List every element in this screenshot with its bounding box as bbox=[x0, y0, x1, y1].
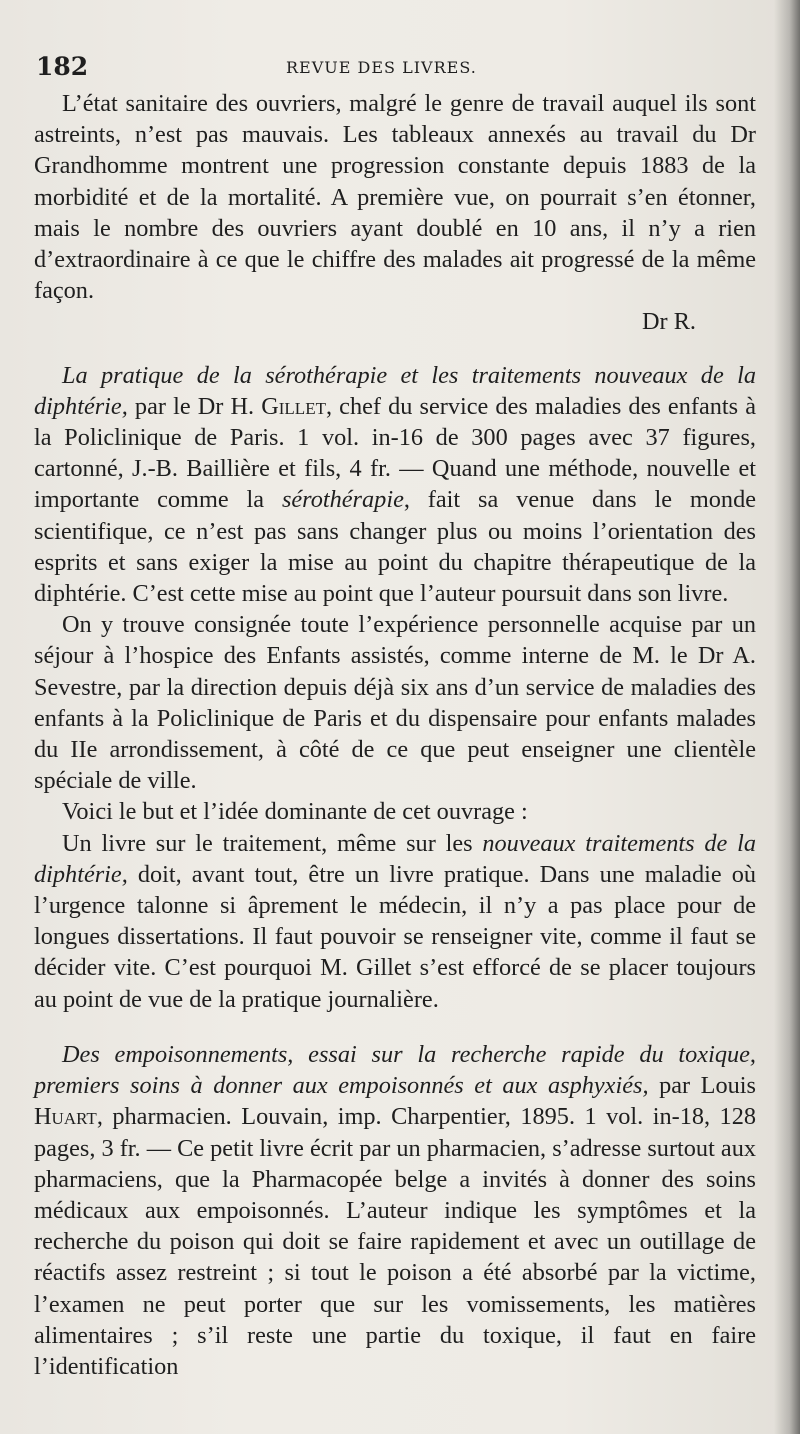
page-edge-shadow bbox=[774, 0, 800, 1434]
byline: par le Dr H. bbox=[127, 392, 262, 420]
review-text: , fait sa venue dans le monde scientifique, ce n’est pas sans changer plus ou moins l’orientation des esprits et sans exiger la mise au point du chapitre thérapeutique de la diphtérie. C’est cette mise au point que l’auteur poursuit dans son livre. bbox=[34, 486, 756, 608]
book-details: , chef du service des maladies des enfants à la Policlinique de Paris. 1 vol. in-16 de 300 pages avec 37 figures, cartonné, J.-B. Baillière et fils, 4 fr. — Quand une méthode, nouvelle et importante comme la bbox=[34, 392, 756, 514]
italic-phrase: nouveaux traitements de la diphtérie, bbox=[34, 829, 756, 888]
review-paragraph: Voici le but et l’idée dominante de cet ouvrage : bbox=[62, 798, 528, 826]
book-title: La pratique de la sérothérapie et les traitements nouveaux de la diphtérie, bbox=[34, 361, 756, 420]
review-empoisonnements bbox=[34, 1039, 756, 1382]
author-name: Huart bbox=[34, 1103, 97, 1131]
review-paragraph bbox=[34, 828, 756, 1015]
body-text bbox=[34, 88, 756, 1382]
paragraph-sanitary-state: L’état sanitaire des ouvriers, malgré le genre de travail auquel ils sont astreints, n’est pas mauvais. Les tableaux annexés au travail du Dr Grandhomme montrent une progression constante depuis 1883 de la morbidité et de la mortalité. A première vue, on pourrait s’en étonner, mais le nombre des ouvriers ayant doublé en 10 ans, il n’y a rien d’extraordinaire à ce que le chiffre des malades ait progressé de la même façon. bbox=[34, 90, 756, 305]
review-serotherapie bbox=[34, 360, 756, 610]
review-text: , pharmacien. Louvain, imp. Charpentier, 1895. 1 vol. in-18, 128 pages, 3 fr. — Ce petit livre écrit par un pharmacien, s’adresse surtout aux pharmaciens, que la Pharmacopée belge a invités à donner des soins médicaux aux empoisonnés. L’auteur indique les symptômes et la recherche du poison qui doit se faire rapidement et avec un outillage de réactifs assez restreint ; si tout le poison a été absorbé par la victime, l’examen ne peut porter que sur les vomissements, les matières alimentaires ; s’il reste une partie du toxique, il faut en faire l’identification bbox=[34, 1103, 756, 1380]
review-paragraph: On y trouve consignée toute l’expérience personnelle acquise par un séjour à l’hospice des Enfants assistés, comme interne de M. le Dr A. Sevestre, par la direction depuis déjà six ans d’un service de maladies des enfants à la Policlinique de Paris et du dispensaire pour enfants malades du IIe arrondissement, à côté de ce que peut enseigner une clientèle spéciale de ville. bbox=[34, 611, 756, 795]
book-title: Des empoisonnements, essai sur la recherche rapide du toxique, premiers soins à donner aux empoisonnés et aux asphyxiés, bbox=[34, 1040, 756, 1100]
author-name: Gillet bbox=[261, 392, 326, 420]
term-serotherapie: sérothérapie bbox=[281, 486, 404, 514]
signature: Dr R. bbox=[642, 308, 696, 336]
section-gap bbox=[34, 338, 756, 360]
section-gap bbox=[34, 1015, 756, 1039]
page-header bbox=[36, 52, 736, 88]
running-head: REVUE DES LIVRES. bbox=[286, 58, 477, 77]
review-text: Un livre sur le traitement, même sur les bbox=[62, 829, 483, 857]
page-number: 182 bbox=[36, 52, 89, 81]
review-text: doit, avant tout, être un livre pratique. Dans une maladie où l’urgence talonne si âprement le médecin, il n’y a pas place pour de longues dissertations. Il faut pouvoir se renseigner vite, comme il faut se décider vite. C’est pourquoi M. Gillet s’est efforcé de se placer toujours au point de vue de la pratique journalière. bbox=[34, 860, 756, 1013]
byline: par Louis bbox=[648, 1072, 756, 1100]
